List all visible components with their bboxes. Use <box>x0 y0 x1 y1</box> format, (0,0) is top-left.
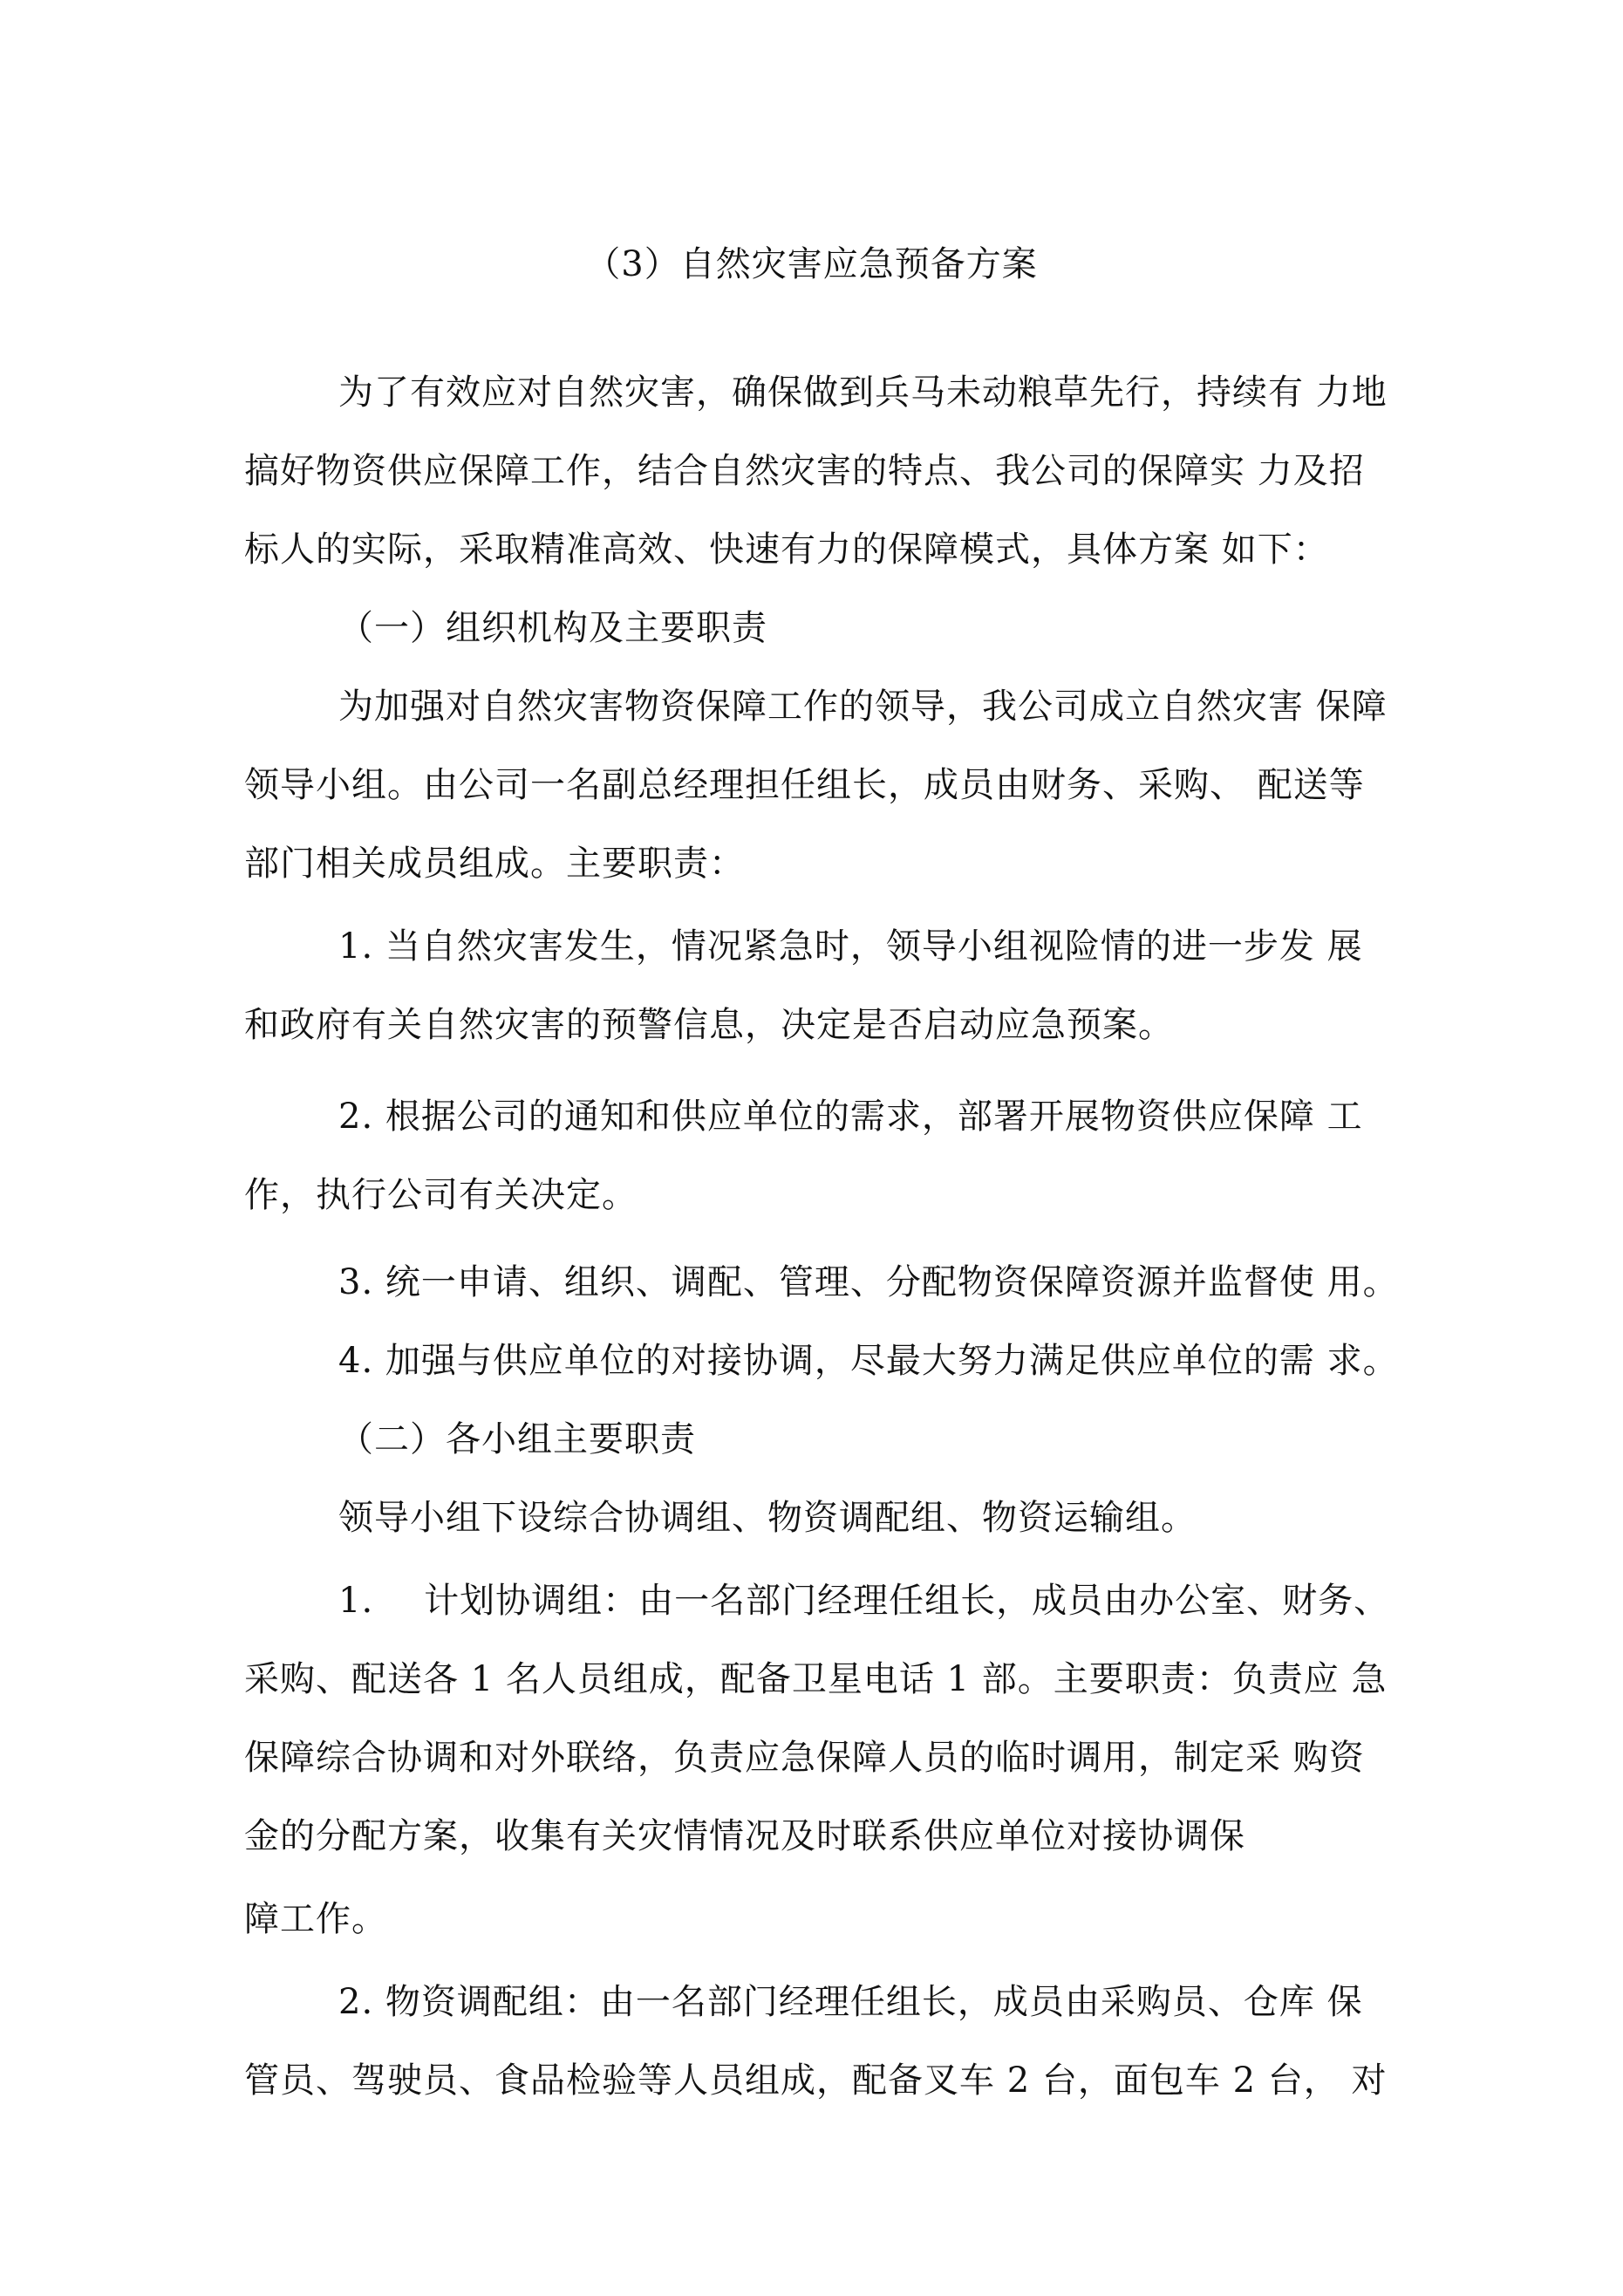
item-4: 4. 加强与供应单位的对接协调，尽最大努力满足供应单位的需 求。 <box>338 1341 1399 1381</box>
group-2-line-1: 2. 物资调配组：由一名部门经理任组长，成员由采购员、仓库 保 <box>338 1982 1363 2022</box>
section-1-para-line-1: 为加强对自然灾害物资保障工作的领导，我公司成立自然灾害 保障 <box>338 687 1388 727</box>
section-1-para-line-2: 领导小组。由公司一名副总经理担任组长，成员由财务、采购、 配送等 <box>244 765 1365 805</box>
group-2-line-2: 管员、驾驶员、食品检验等人员组成，配备叉车 2 台，面包车 2 台， 对 <box>244 2060 1388 2101</box>
section-2-heading: （二）各小组主要职责 <box>338 1419 696 1459</box>
intro-line-2: 搞好物资供应保障工作，结合自然灾害的特点、我公司的保障实 力及招 <box>244 451 1365 491</box>
group-1-line-2: 采购、配送各 1 名人员组成，配备卫星电话 1 部。主要职责：负责应 急 <box>244 1659 1388 1699</box>
item-2-line-2: 作，执行公司有关决定。 <box>244 1175 638 1215</box>
section-2-para: 领导小组下设综合协调组、物资调配组、物资运输组。 <box>338 1498 1197 1538</box>
group-1-line-5: 障工作。 <box>244 1899 387 1939</box>
group-1-number: 1. <box>338 1581 374 1621</box>
intro-line-3: 标人的实际，采取精准高效、快速有力的保障模式，具体方案 如下： <box>244 530 1329 570</box>
document-title: （3）自然灾害应急预备方案 <box>585 244 1038 284</box>
intro-line-1: 为了有效应对自然灾害，确保做到兵马未动粮草先行，持续有 力地 <box>338 372 1388 413</box>
item-1-line-2: 和政府有关自然灾害的预警信息，决定是否启动应急预案。 <box>244 1005 1174 1045</box>
group-1-line-3: 保障综合协调和对外联络，负责应急保障人员的临时调用，制定采 购资 <box>244 1738 1365 1778</box>
group-1-line-4: 金的分配方案，收集有关灾情情况及时联系供应单位对接协调保 <box>244 1816 1245 1856</box>
item-3: 3. 统一申请、组织、调配、管理、分配物资保障资源并监督使 用。 <box>338 1262 1399 1302</box>
section-1-para-line-3: 部门相关成员组成。主要职责： <box>244 844 745 884</box>
section-1-heading: （一）组织机构及主要职责 <box>338 608 767 648</box>
group-1-line-1 <box>338 1575 1623 1627</box>
item-1-line-1: 1. 当自然灾害发生，情况紧急时，领导小组视险情的进一步发 展 <box>338 926 1363 967</box>
group-1-first-text: 计划协调组：由一名部门经理任组长，成员由办公室、财务、 <box>424 1581 1390 1621</box>
item-2-line-1: 2. 根据公司的通知和供应单位的需求，部署开展物资供应保障 工 <box>338 1097 1363 1137</box>
